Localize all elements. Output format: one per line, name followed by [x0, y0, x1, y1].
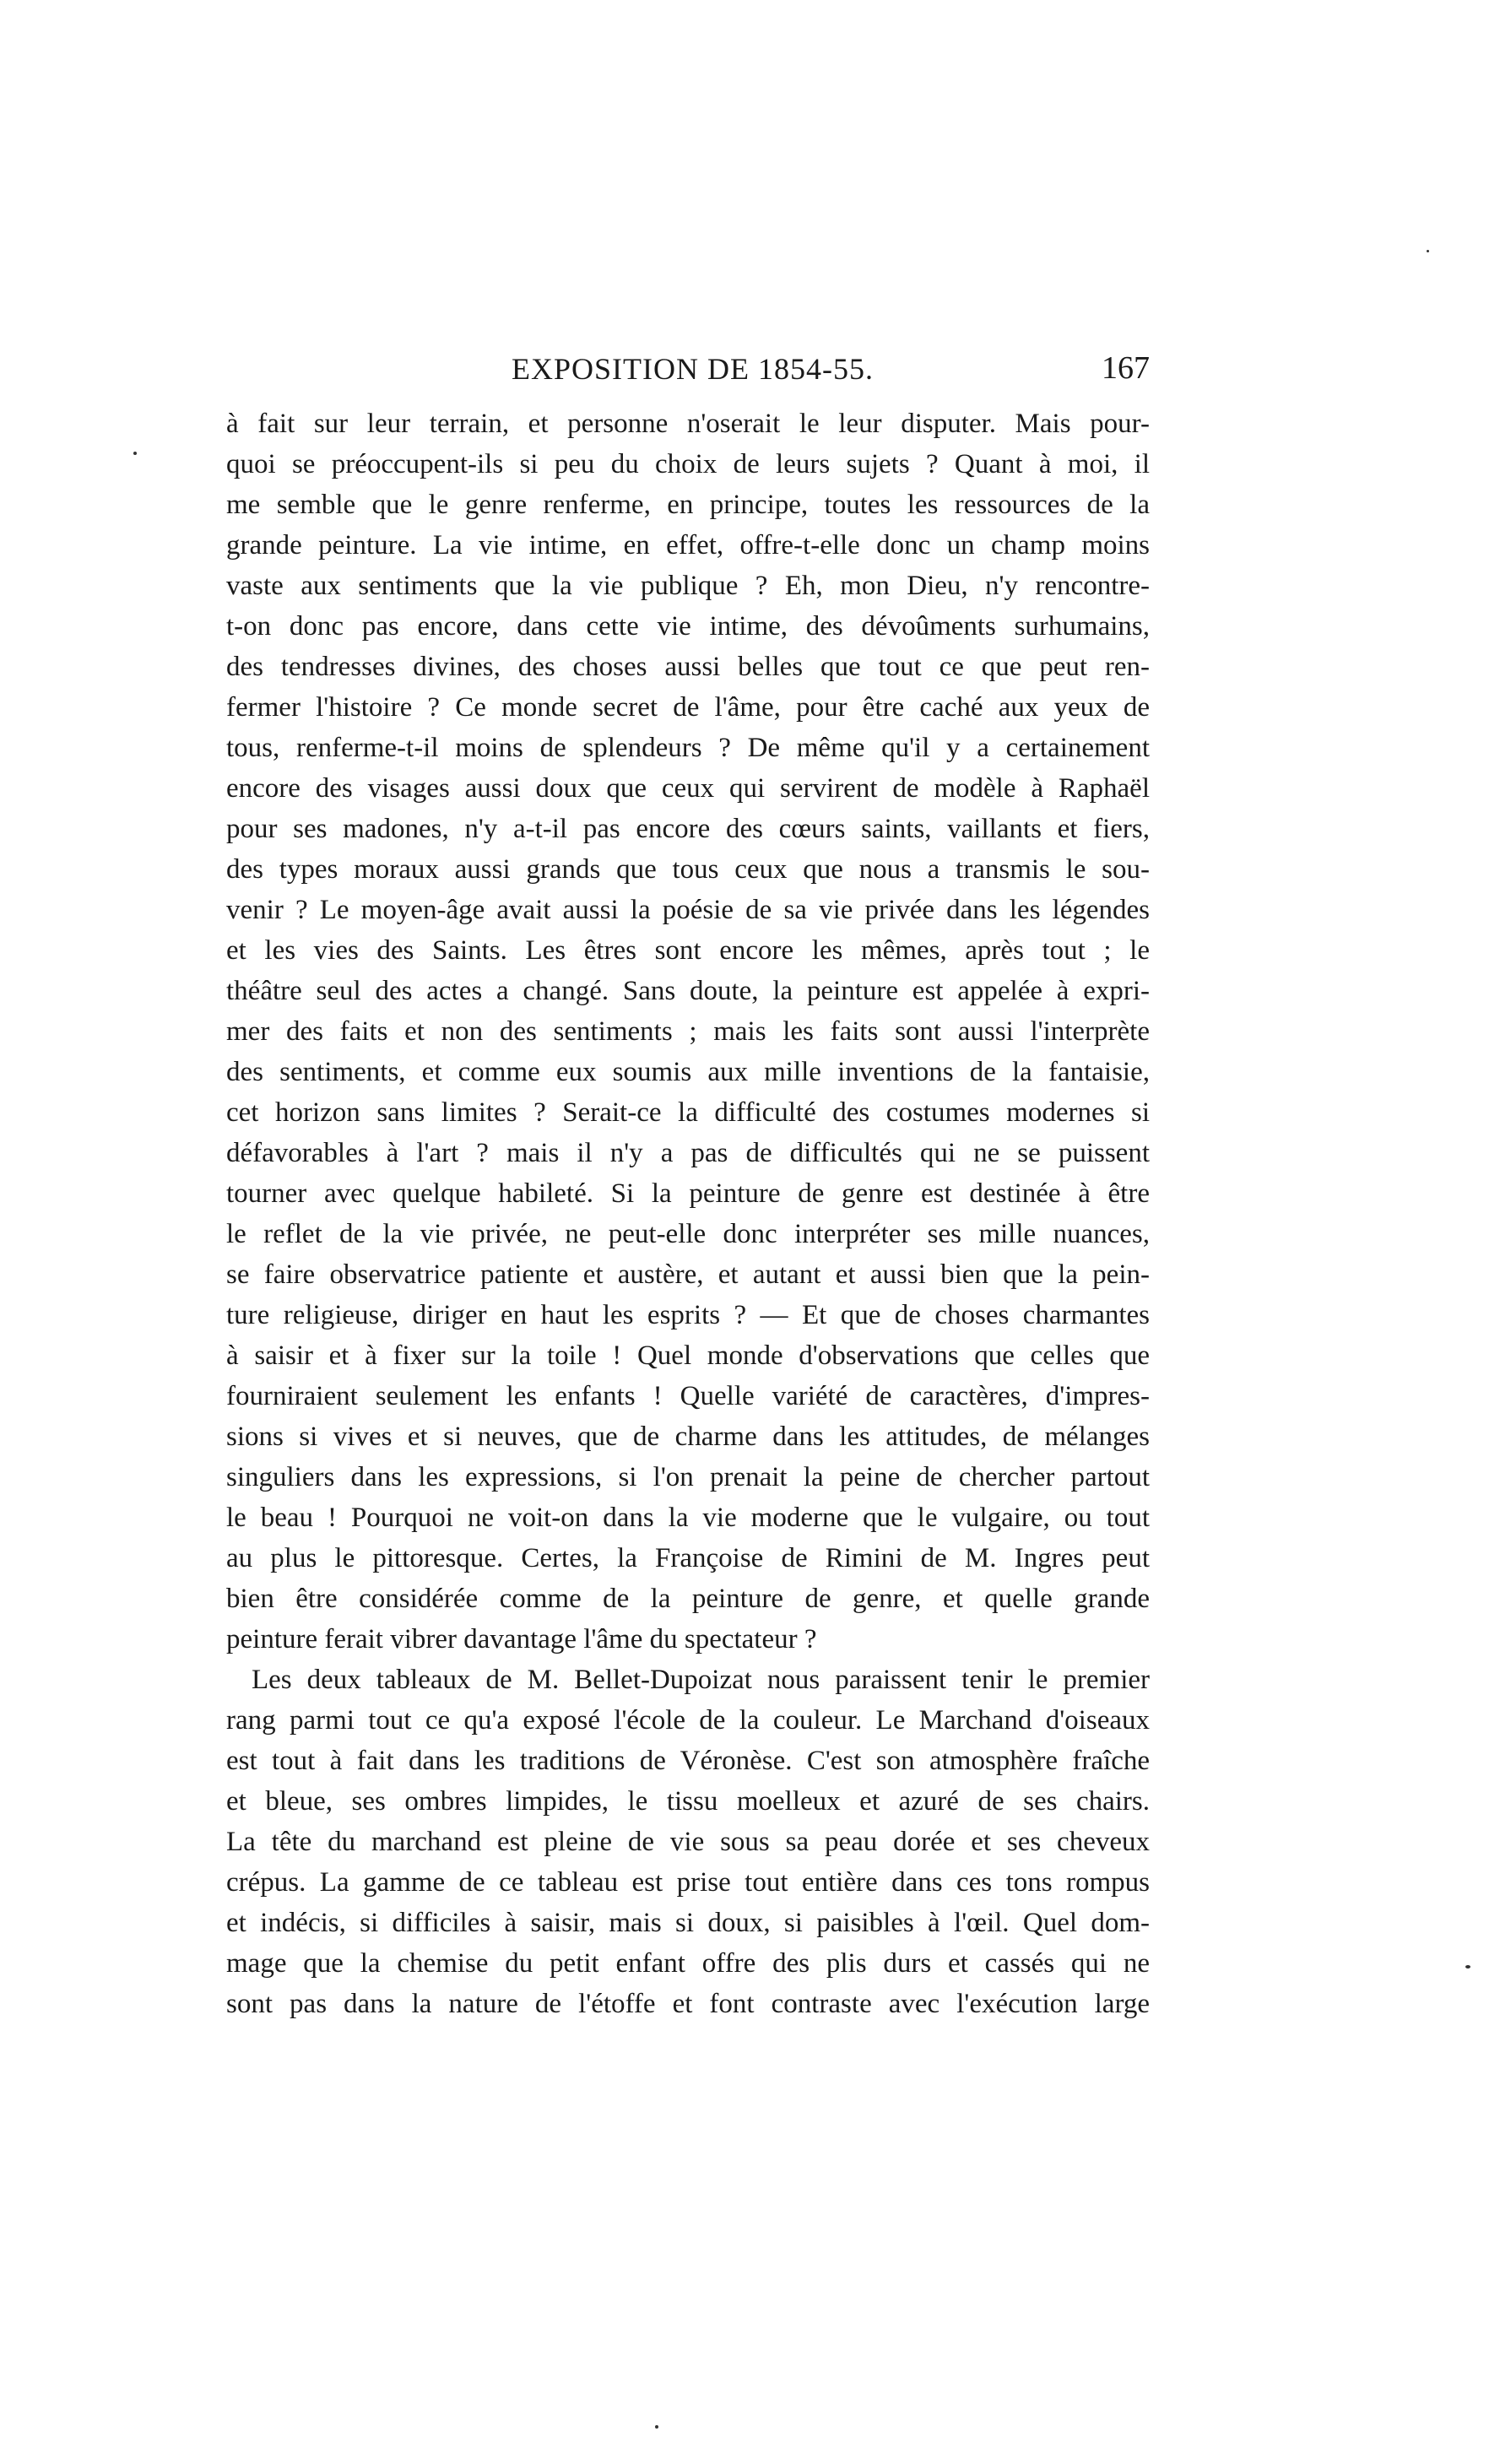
- body-text: [226, 403, 1150, 2024]
- scan-speck: [655, 2425, 658, 2429]
- text-line: et les vies des Saints. Les êtres sont encore les mêmes, après tout ; le: [226, 935, 1150, 966]
- text-line: pour ses madones, n'y a-t-il pas encore des cœurs saints, vaillants et fiers,: [226, 814, 1150, 844]
- text-line: sont pas dans la nature de l'étoffe et font contraste avec l'exécution large: [226, 1989, 1150, 2019]
- text-line: bien être considérée comme de la peinture de genre, et quelle grande: [226, 1584, 1150, 1614]
- text-line: à fait sur leur terrain, et personne n'oserait le leur disputer. Mais pour-: [226, 409, 1150, 439]
- text-line: le reflet de la vie privée, ne peut-elle donc interpréter ses mille nuances,: [226, 1219, 1150, 1249]
- text-line: à saisir et à fixer sur la toile ! Quel monde d'observations que celles que: [226, 1340, 1150, 1371]
- text-line: se faire observatrice patiente et austère, et autant et aussi bien que la pein-: [226, 1259, 1150, 1290]
- text-line: vaste aux sentiments que la vie publique ? Eh, mon Dieu, n'y rencontre-: [226, 571, 1150, 601]
- text-line: fermer l'histoire ? Ce monde secret de l'âme, pour être caché aux yeux de: [226, 692, 1150, 723]
- text-line: me semble que le genre renferme, en principe, toutes les ressources de la: [226, 490, 1150, 520]
- text-line: sions si vives et si neuves, que de charme dans les attitudes, de mélanges: [226, 1422, 1150, 1452]
- text-line: La tête du marchand est pleine de vie sous sa peau dorée et ses cheveux: [226, 1827, 1150, 1857]
- text-line: défavorables à l'art ? mais il n'y a pas de difficultés qui ne se puissent: [226, 1138, 1150, 1168]
- page-number: 167: [1102, 350, 1150, 386]
- text-line: mage que la chemise du petit enfant offre des plis durs et cassés qui ne: [226, 1948, 1150, 1979]
- text-line: des types moraux aussi grands que tous ceux que nous a transmis le sou-: [226, 854, 1150, 885]
- text-line: fourniraient seulement les enfants ! Quelle variété de caractères, d'impres-: [226, 1381, 1150, 1411]
- text-line: singuliers dans les expressions, si l'on prenait la peine de chercher partout: [226, 1462, 1150, 1492]
- text-line: des sentiments, et comme eux soumis aux mille inventions de la fantaisie,: [226, 1057, 1150, 1087]
- text-line: Les deux tableaux de M. Bellet-Dupoizat nous paraissent tenir le premier: [252, 1665, 1150, 1695]
- page-header: [226, 344, 1150, 403]
- text-line: au plus le pittoresque. Certes, la Françoise de Rimini de M. Ingres peut: [226, 1543, 1150, 1573]
- text-line: encore des visages aussi doux que ceux qui servirent de modèle à Raphaël: [226, 773, 1150, 804]
- text-line: tous, renferme-t-il moins de splendeurs ? De même qu'il y a certainement: [226, 733, 1150, 763]
- text-line: tourner avec quelque habileté. Si la peinture de genre est destinée à être: [226, 1178, 1150, 1209]
- running-title: EXPOSITION DE 1854-55.: [512, 352, 874, 386]
- scan-speck: [1427, 250, 1429, 252]
- text-line: quoi se préoccupent-ils si peu du choix de leurs sujets ? Quant à moi, il: [226, 449, 1150, 479]
- text-line: et indécis, si difficiles à saisir, mais si doux, si paisibles à l'œil. Quel dom-: [226, 1908, 1150, 1938]
- text-line: t-on donc pas encore, dans cette vie intime, des dévoûments surhumains,: [226, 611, 1150, 642]
- text-line: cet horizon sans limites ? Serait-ce la difficulté des costumes modernes si: [226, 1097, 1150, 1128]
- text-line: et bleue, ses ombres limpides, le tissu moelleux et azuré de ses chairs.: [226, 1786, 1150, 1817]
- scan-speck: [1465, 1965, 1470, 1968]
- text-line: théâtre seul des actes a changé. Sans doute, la peinture est appelée à expri-: [226, 976, 1150, 1006]
- text-line: mer des faits et non des sentiments ; mais les faits sont aussi l'interprète: [226, 1016, 1150, 1047]
- text-line: crépus. La gamme de ce tableau est prise tout entière dans ces tons rompus: [226, 1867, 1150, 1898]
- text-line: venir ? Le moyen-âge avait aussi la poésie de sa vie privée dans les légendes: [226, 895, 1150, 925]
- text-line: grande peinture. La vie intime, en effet, offre-t-elle donc un champ moins: [226, 530, 1150, 560]
- text-line: rang parmi tout ce qu'a exposé l'école de la couleur. Le Marchand d'oiseaux: [226, 1705, 1150, 1736]
- text-line: le beau ! Pourquoi ne voit-on dans la vie moderne que le vulgaire, ou tout: [226, 1503, 1150, 1533]
- text-line: est tout à fait dans les traditions de Véronèse. C'est son atmosphère fraîche: [226, 1746, 1150, 1776]
- text-line: ture religieuse, diriger en haut les esprits ? — Et que de choses charmantes: [226, 1300, 1150, 1330]
- scan-speck: [133, 452, 137, 455]
- text-line: peinture ferait vibrer davantage l'âme du spectateur ?: [226, 1624, 817, 1654]
- text-line: des tendresses divines, des choses aussi belles que tout ce que peut ren-: [226, 652, 1150, 682]
